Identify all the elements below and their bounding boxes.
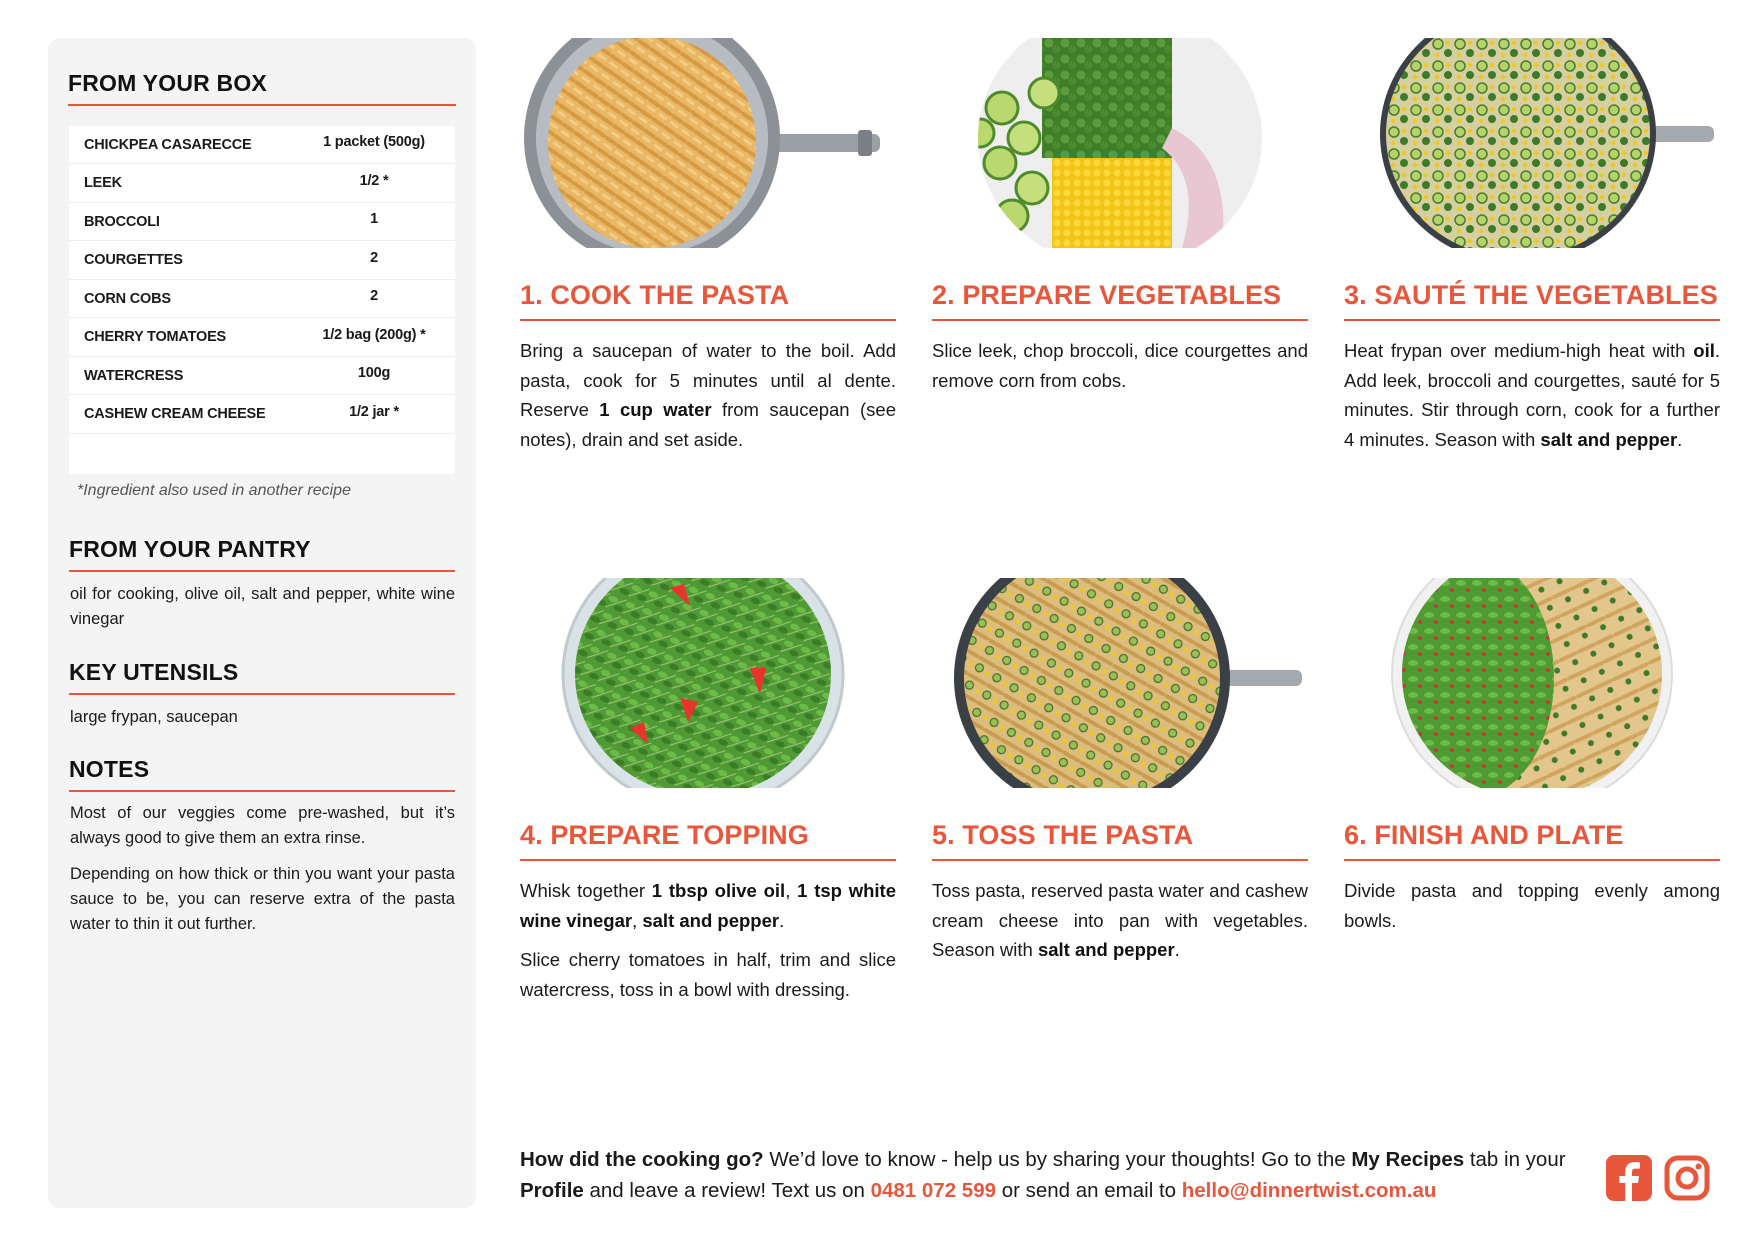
bold-text: How did the cooking go? (520, 1148, 764, 1171)
bold-text: oil (1693, 340, 1715, 361)
ingredient-name: CORN COBS (84, 290, 171, 307)
table-row (69, 126, 455, 164)
utensils-text: large frypan, saucepan (70, 708, 238, 726)
instagram-icon[interactable] (1664, 1155, 1710, 1206)
step-paragraph: Toss pasta, reserved pasta water and cashew cream cheese into pan with vegetables. Season with salt and pepper. (932, 880, 1308, 960)
table-row (69, 280, 455, 318)
step-paragraph: Bring a saucepan of water to the boil. Add pasta, cook for 5 minutes until al dente. Reserve 1 cup water from saucepan (see notes), drain and set aside. (520, 340, 896, 450)
feedback-footer: How did the cooking go? We’d love to know - help us by sharing your thoughts! Go to the My Recipes tab in your Profile and leave a review! Text us on 0481 072 599 or send an email to hello@dinnertwist.com.au (520, 1148, 1566, 1202)
step-paragraph: Whisk together 1 tbsp olive oil, 1 tsp white wine vinegar, salt and pepper. (520, 880, 896, 931)
ingredient-name: WATERCRESS (84, 367, 184, 384)
notes-heading: NOTES (69, 756, 455, 792)
step-paragraph: Heat frypan over medium-high heat with oil. Add leek, broccoli and courgettes, sauté for 5 minutes. Stir through corn, cook for a further 4 minutes. Season with salt and pepper. (1344, 340, 1720, 450)
bold-text: 1 cup water (599, 399, 712, 420)
table-row (69, 357, 455, 395)
ingredient-name: CASHEW CREAM CHEESE (84, 406, 266, 422)
ingredient-qty: 100g (357, 365, 391, 381)
ingredient-qty: 2 (370, 249, 378, 266)
ingredient-name: BROCCOLI (84, 213, 160, 230)
bold-text: My Recipes (1351, 1148, 1465, 1171)
step-title: 1. COOK THE PASTA (520, 280, 896, 321)
step-title: 2. PREPARE VEGETABLES (932, 280, 1308, 321)
bold-text: salt and pepper (1540, 428, 1678, 450)
pantry-text: oil for cooking, olive oil, salt and pepper, white wine vinegar (70, 585, 455, 628)
from-your-pantry-heading: FROM YOUR PANTRY (69, 536, 455, 572)
plated-pasta-photo (1344, 578, 1720, 788)
bold-text: 1 tbsp olive oil (651, 880, 786, 901)
bold-text: salt and pepper (1037, 939, 1175, 960)
bold-text: salt and pepper (642, 909, 780, 931)
table-row (69, 165, 455, 203)
step-body (1344, 876, 1720, 935)
table-row (69, 242, 455, 280)
step-body (520, 876, 896, 1004)
ingredient-name: CHERRY TOMATOES (84, 329, 227, 345)
ingredient-qty: 1/2 bag (200g) * (322, 326, 426, 343)
step-paragraph: Divide pasta and topping evenly among bowls. (1344, 880, 1720, 931)
ingredient-qty: 1/2 jar * (349, 403, 399, 420)
vegetables-in-frypan-photo (1344, 38, 1720, 248)
ingredient-name: LEEK (84, 175, 122, 191)
table-row (69, 203, 455, 241)
watercress-salad-photo (520, 578, 896, 788)
table-row (69, 396, 455, 434)
key-utensils-heading: KEY UTENSILS (69, 659, 455, 695)
ingredient-name: CHICKPEA CASARECCE (84, 136, 252, 153)
notes-paragraph: Depending on how thick or thin you want your pasta sauce to be, you can reserve extra of the pasta water to thin it out further. (70, 865, 455, 933)
ingredient-qty: 1 (370, 211, 378, 227)
ingredient-name: COURGETTES (84, 252, 183, 268)
ingredient-qty: 1 packet (500g) (323, 134, 425, 150)
facebook-icon[interactable] (1606, 1155, 1652, 1206)
table-row (69, 319, 455, 357)
step-title: 3. SAUTÉ THE VEGETABLES (1344, 280, 1720, 321)
ingredient-qty: 2 (370, 288, 378, 304)
contact-link[interactable]: hello@dinnertwist.com.au (1181, 1179, 1437, 1202)
step-body (932, 336, 1308, 395)
step-title: 4. PREPARE TOPPING (520, 820, 896, 861)
ingredients-sidebar (48, 38, 476, 1208)
step-paragraph: Slice cherry tomatoes in half, trim and slice watercress, toss in a bowl with dressing. (520, 949, 896, 1000)
notes-paragraph: Most of our veggies come pre-washed, but it’s always good to give them an extra rinse. (70, 804, 455, 847)
step-title: 5. TOSS THE PASTA (932, 820, 1308, 861)
ingredient-qty: 1/2 * (359, 172, 389, 189)
step-body (932, 876, 1308, 965)
step-paragraph: Slice leek, chop broccoli, dice courgettes and remove corn from cobs. (932, 340, 1308, 391)
step-body (520, 336, 896, 454)
ingredients-table (69, 126, 455, 474)
chopped-vegetables-photo (932, 38, 1308, 248)
bold-text: Profile (520, 1179, 584, 1202)
ingredient-footnote: *Ingredient also used in another recipe (77, 482, 351, 499)
contact-link[interactable]: 0481 072 599 (870, 1179, 996, 1202)
step-title: 6. FINISH AND PLATE (1344, 820, 1720, 861)
bold-text: 1 tsp white wine vinegar (520, 880, 896, 931)
step-body (1344, 336, 1720, 454)
from-your-box-heading: FROM YOUR BOX (68, 70, 456, 106)
pasta-in-saucepan-photo (520, 38, 896, 248)
pasta-tossed-in-pan-photo (932, 578, 1308, 788)
